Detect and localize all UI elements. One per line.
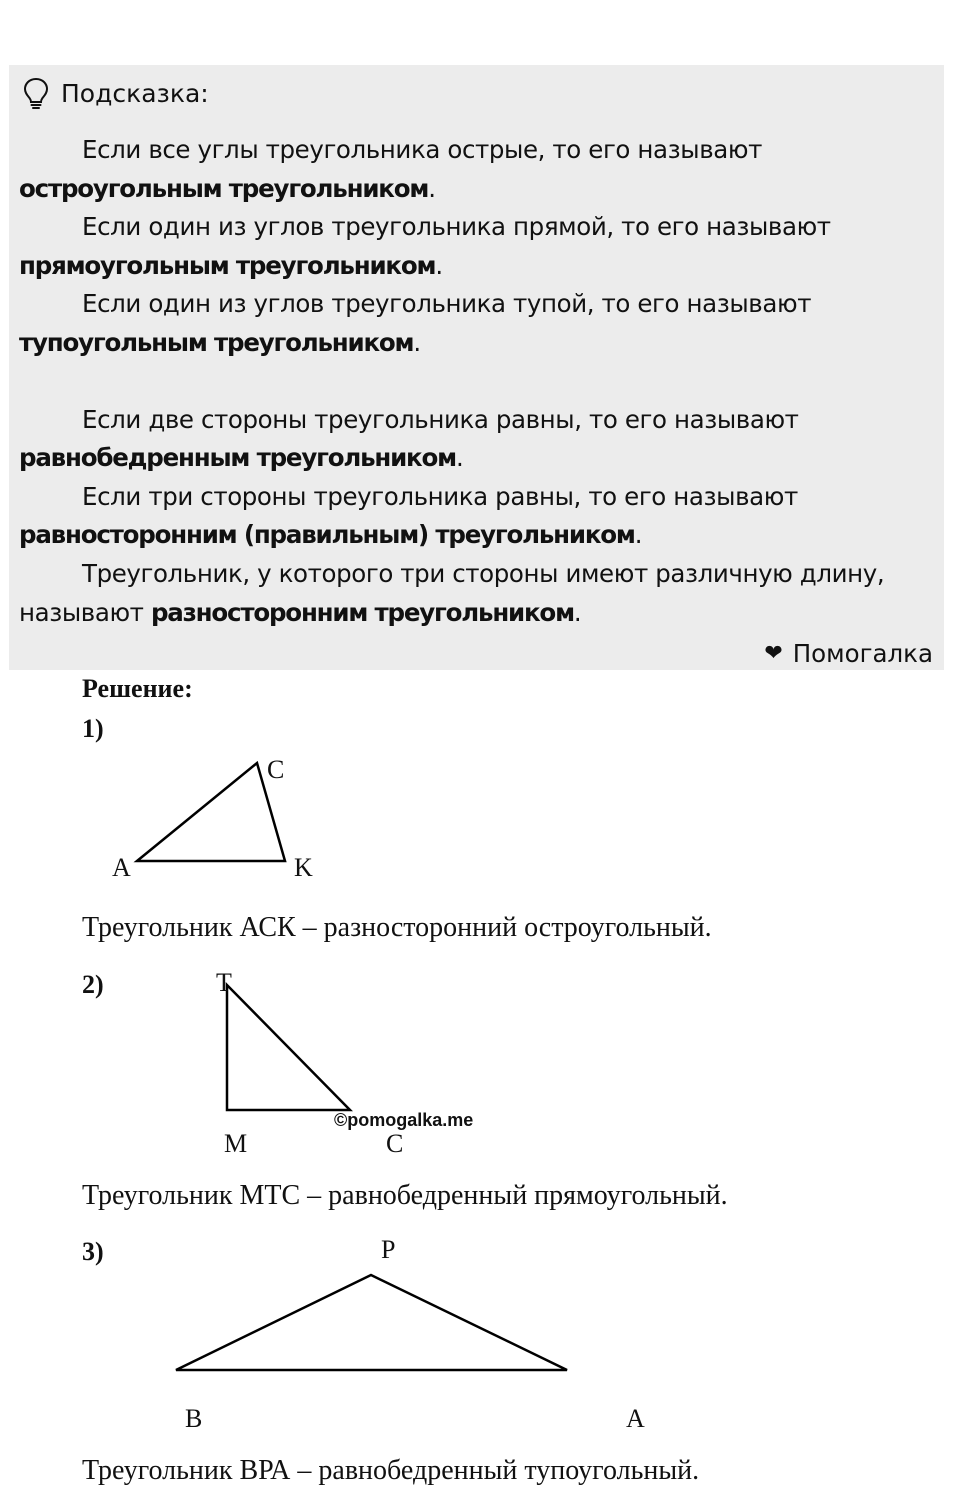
vertex-label: T	[216, 968, 232, 997]
hint-paragraph: Если две стороны треугольника равны, то его называют равнобедренным треугольником.	[19, 404, 799, 473]
hint-paragraph: Если три стороны треугольника равны, то его называют равносторонним (правильным) треугольником.	[19, 481, 798, 550]
heart-icon: ❤	[764, 641, 783, 666]
hint-paragraph: Если один из углов треугольника прямой, то его называют прямоугольным треугольником.	[19, 212, 831, 280]
problem-number-2: 2)	[82, 970, 104, 999]
hint-paragraph: Если один из углов треугольника тупой, то его называют тупоугольным треугольником.	[19, 289, 812, 357]
problem-number-3: 3)	[82, 1237, 104, 1266]
caption-2: Треугольник МТС – равнобедренный прямоугольный.	[82, 1180, 728, 1211]
term-isosceles: равнобедренным треугольником	[19, 443, 456, 473]
vertex-label: C	[267, 755, 285, 784]
triangle-mtc	[227, 985, 350, 1110]
vertex-label: A	[112, 853, 131, 882]
term-equilateral: равносторонним (правильным) треугольником	[19, 520, 635, 550]
problem-number-1: 1)	[82, 714, 104, 743]
triangle-bpa	[176, 1275, 567, 1370]
vertex-label: M	[224, 1129, 248, 1158]
caption-3: Треугольник ВРА – равнобедренный тупоугольный.	[82, 1455, 700, 1486]
solution-heading: Решение:	[82, 674, 193, 703]
hint-paragraph: Треугольник, у которого три стороны имеют различную длину, называют разносторонним треугольником.	[19, 558, 885, 627]
watermark: ©pomogalka.me	[334, 1110, 474, 1130]
hint-paragraph: Если все углы треугольника острые, то его называют остроугольным треугольником.	[19, 135, 762, 203]
vertex-label: B	[185, 1404, 203, 1433]
hint-title: Подсказка:	[61, 78, 209, 108]
vertex-label: A	[626, 1404, 645, 1433]
vertex-label: K	[294, 853, 313, 882]
caption-1: Треугольник АСК – разносторонний остроугольный.	[82, 912, 712, 943]
term-right: прямоугольным треугольником	[19, 250, 436, 280]
term-scalene: разносторонним треугольником	[150, 597, 574, 627]
vertex-label: C	[386, 1129, 404, 1158]
brand-name: Помогалка	[792, 639, 933, 668]
term-acute: остроугольным треугольником	[19, 173, 429, 203]
triangle-ack	[137, 763, 285, 861]
term-obtuse: тупоугольным треугольником	[19, 327, 414, 357]
vertex-label: P	[381, 1235, 396, 1264]
